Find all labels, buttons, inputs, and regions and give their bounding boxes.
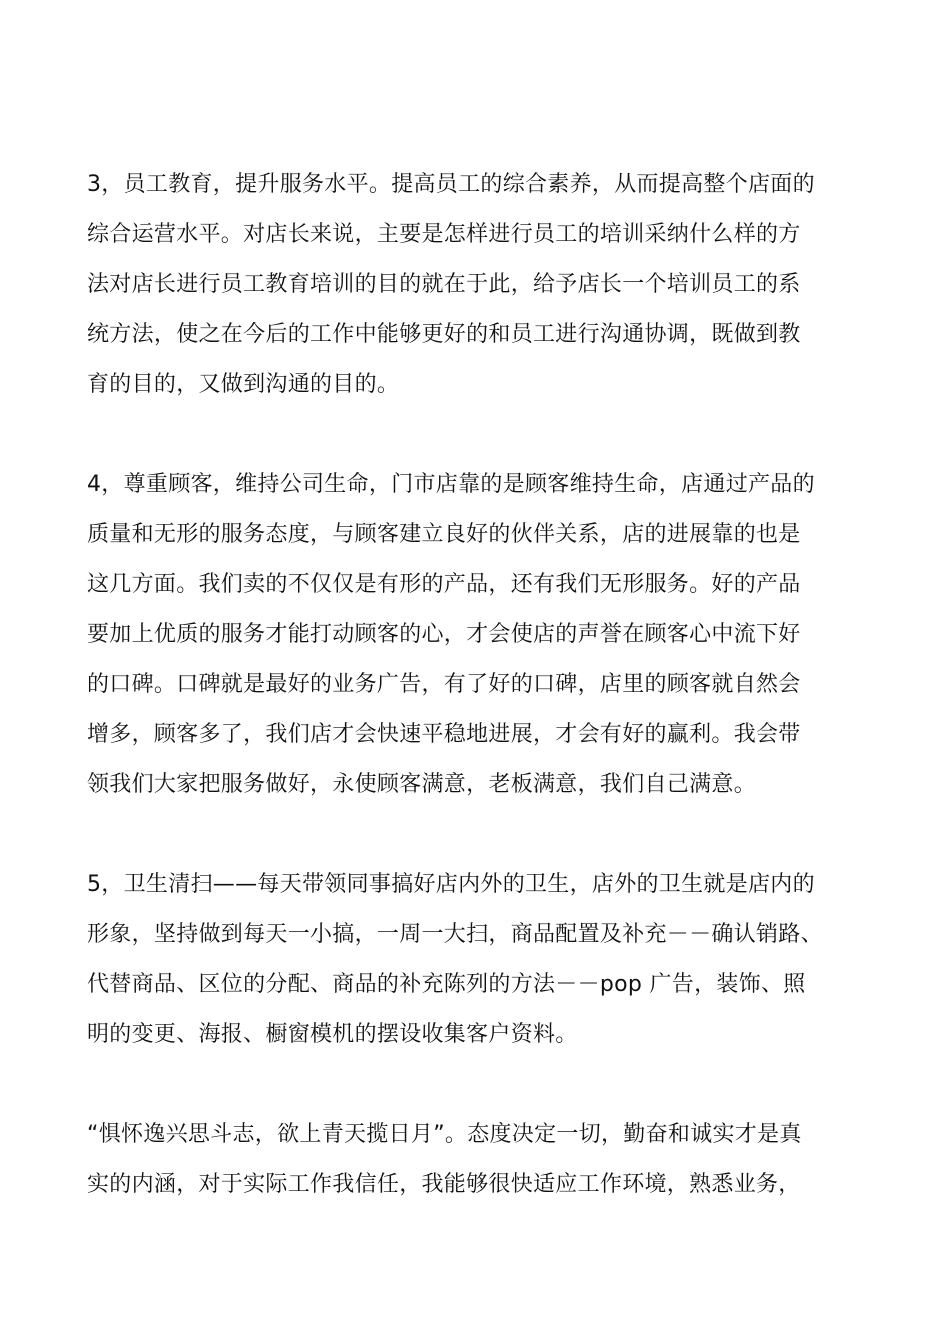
text-line: 育的目的，又做到沟通的目的。 <box>87 372 400 397</box>
text-line: 领我们大家把服务做好，永使顾客满意，老板满意，我们自己满意。 <box>87 772 757 797</box>
paragraph-employee-education <box>87 160 877 410</box>
text-line: 法对店长进行员工教育培训的目的就在于此，给予店长一个培训员工的系 <box>87 272 801 297</box>
text-line: 质量和无形的服务态度，与顾客建立良好的伙伴关系，店的进展靠的也是 <box>87 522 801 547</box>
text-line: 实的内涵，对于实际工作我信任，我能够很快适应工作环境，熟悉业务， <box>87 1172 801 1197</box>
text-line: 代替商品、区位的分配、商品的补充陈列的方法－－pop 广告，装饰、照 <box>87 972 806 997</box>
paragraph-cleaning <box>87 860 877 1060</box>
paragraph-respect-customers <box>87 460 877 810</box>
text-line: 的口碑。口碑就是最好的业务广告，有了好的口碑，店里的顾客就自然会 <box>87 672 801 697</box>
text-line: 这几方面。我们卖的不仅仅是有形的产品，还有我们无形服务。好的产品 <box>87 572 801 597</box>
text-line: “惧怀逸兴思斗志，欲上青天揽日月”。态度决定一切，勤奋和诚实才是真 <box>87 1122 802 1147</box>
text-line: 形象，坚持做到每天一小搞，一周一大扫，商品配置及补充－－确认销路、 <box>87 922 823 947</box>
text-line: 明的变更、海报、橱窗模机的摆设收集客户资料。 <box>87 1022 578 1047</box>
text-line: 4，尊重顾客，维持公司生命，门市店靠的是顾客维持生命，店通过产品的 <box>87 472 815 497</box>
text-line: 5，卫生清扫——每天带领同事搞好店内外的卫生，店外的卫生就是店内的 <box>87 872 815 897</box>
paragraph-attitude <box>87 1110 877 1210</box>
text-line: 增多，顾客多了，我们店才会快速平稳地进展，才会有好的赢利。我会带 <box>87 722 801 747</box>
text-line: 要加上优质的服务才能打动顾客的心，才会使店的声誉在顾客心中流下好 <box>87 622 801 647</box>
text-line: 统方法，使之在今后的工作中能够更好的和员工进行沟通协调，既做到教 <box>87 322 801 347</box>
text-line: 3，员工教育，提升服务水平。提高员工的综合素养，从而提高整个店面的 <box>87 172 815 197</box>
text-line: 综合运营水平。对店长来说，主要是怎样进行员工的培训采纳什么样的方 <box>87 222 801 247</box>
